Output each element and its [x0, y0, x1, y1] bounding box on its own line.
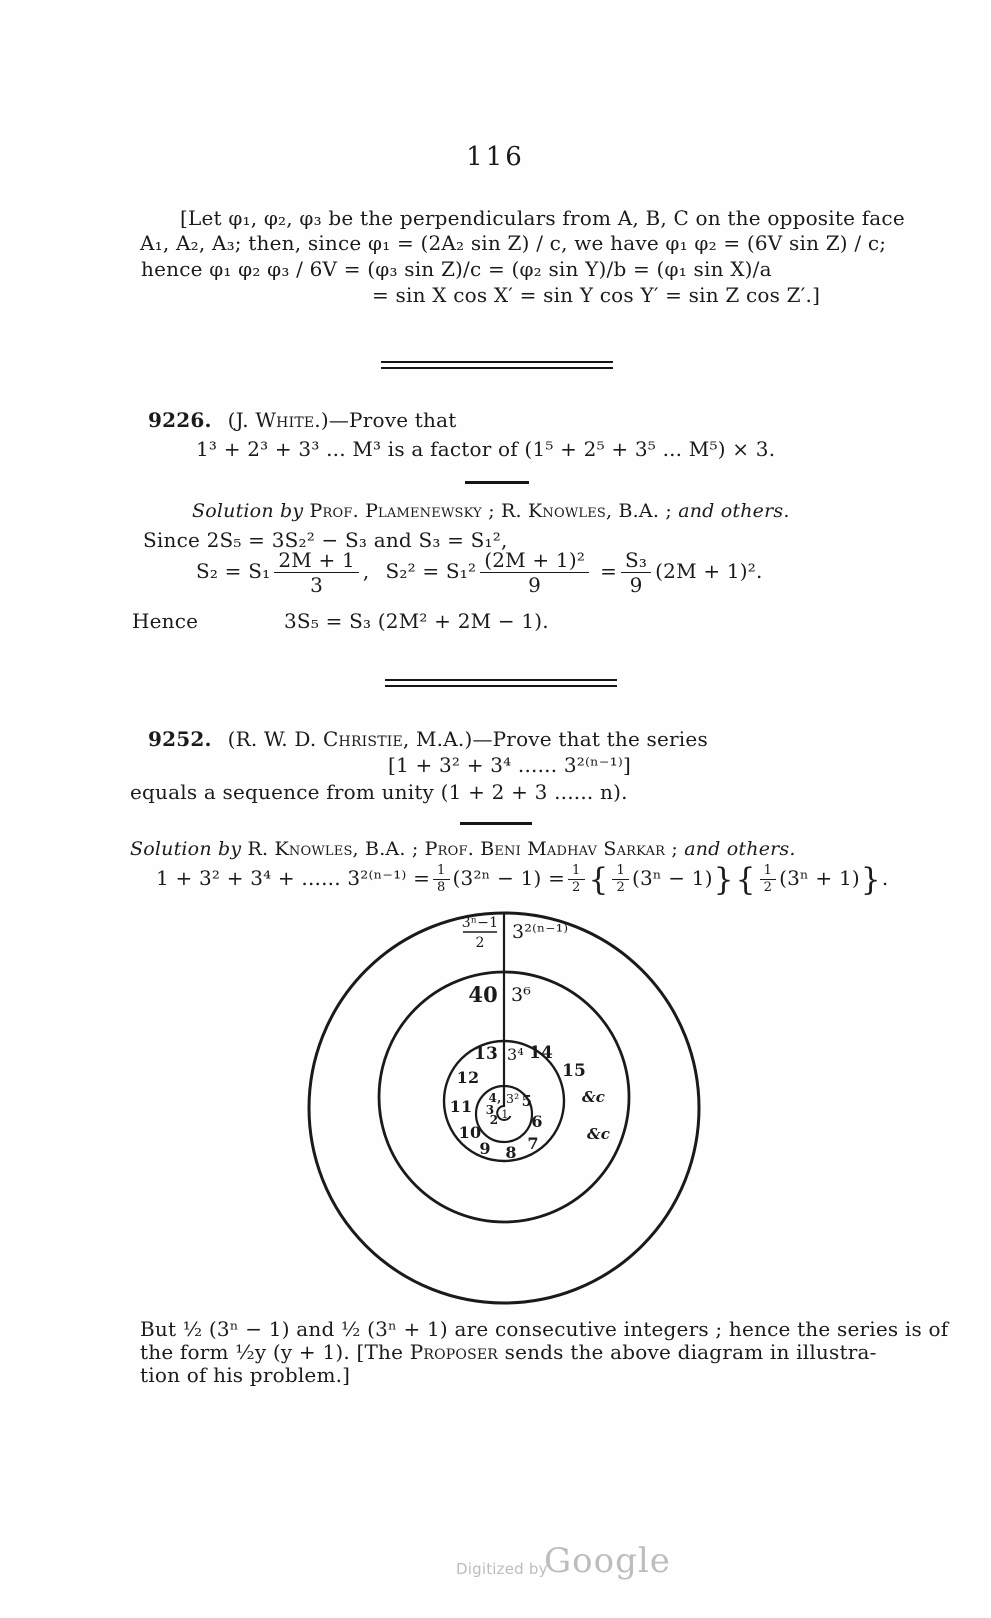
diagram-label-2: 2: [489, 1113, 499, 1127]
diagram-label-etc-1: &c: [582, 1088, 606, 1106]
eq-9252-term3: (3ⁿ − 1): [631, 866, 713, 890]
equation-9226-fractions: [196, 547, 763, 596]
problem-9252-author: (R. W. D. Christie, M.A.): [227, 727, 473, 751]
intro-line-3: hence φ₁ φ₂ φ₃ / 6V = (φ₃ sin Z)/c = (φ₂ sin Y)/b = (φ₁ sin X)/a: [141, 257, 772, 281]
note-line-3: tion of his problem.]: [140, 1363, 351, 1387]
note-line-2-post: sends the above diagram in illustra-: [498, 1340, 877, 1364]
solution-by-label-9252: Solution by: [130, 838, 242, 860]
solution-by-label-9226: Solution by: [192, 500, 304, 522]
statement-rule-9226: [465, 481, 529, 484]
diagram-top-left-denominator: 2: [475, 935, 485, 951]
eq-9226-fraction2: $\frac{\text{(2M + 1)²}}{9}$: [480, 549, 589, 597]
eq-9252-term1: 1 + 3² + 3⁴ + ...... 3²⁽ⁿ⁻¹⁾ =: [156, 866, 431, 890]
solution-line-9226: [192, 500, 790, 523]
note-line-2: [140, 1340, 877, 1364]
diagram-top-left-numerator: 3ⁿ−1: [461, 915, 499, 931]
digitized-by-label: Digitized by: [456, 1560, 548, 1578]
diagram-label-10: 10: [458, 1123, 482, 1142]
eq-9252-left-brace-1: {: [588, 861, 609, 898]
intro-line-4: = sin X cos X′ = sin Y cos Y′ = sin Z cos Z′.]: [372, 283, 821, 307]
problem-9252-series: [1 + 3² + 3⁴ ...... 3²⁽ⁿ⁻¹⁾]: [388, 753, 632, 777]
diagram-label-3-6: 3⁶: [511, 984, 532, 1006]
diagram-label-4: 4,: [488, 1091, 502, 1105]
statement-rule-9252: [460, 822, 532, 825]
section-divider-rule: [381, 361, 613, 369]
page-number: 116: [466, 142, 525, 172]
diagram-label-12: 12: [456, 1068, 480, 1087]
eq-9226-term3: (2M + 1)².: [655, 559, 763, 583]
spiral-diagram: [294, 895, 714, 1315]
diagram-label-3-4: 3⁴: [507, 1045, 524, 1064]
eq-9252-period: .: [881, 866, 889, 890]
eq-9252-right-brace-1: }: [713, 861, 734, 898]
problem-9252-heading: [148, 727, 708, 751]
problem-9226-statement: 1³ + 2³ + 3³ ... M³ is a factor of (1⁵ + 2⁵ + 3⁵ ... M⁵) × 3.: [196, 437, 776, 461]
diagram-label-40: 40: [468, 982, 498, 1007]
diagram-label-8: 8: [505, 1143, 517, 1162]
problem-9252-title: —Prove that the series: [472, 727, 708, 751]
eq-9252-fraction2: $\frac{1}{2}$: [568, 864, 584, 896]
problem-9252-number: 9252.: [148, 727, 212, 751]
eq-9226-equals: =: [600, 559, 618, 583]
eq-9226-term2: S₂² = S₁²: [385, 559, 477, 583]
diagram-label-6: 6: [531, 1112, 543, 1131]
problem-9226-heading: [148, 408, 456, 432]
eq-9252-left-brace-2: {: [735, 861, 756, 898]
note-line-2-proposer: Proposer: [409, 1340, 499, 1364]
diagram-label-15: 15: [562, 1061, 587, 1081]
intro-line-1: [Let φ₁, φ₂, φ₃ be the perpendiculars from A, B, C on the opposite face: [180, 206, 905, 230]
intro-line-2: A₁, A₂, A₃; then, since φ₁ = (2A₂ sin Z) / c, we have φ₁ φ₂ = (6V sin Z) / c;: [140, 231, 887, 255]
eq-9252-fraction4: $\frac{1}{2}$: [760, 864, 776, 896]
note-line-1: But ½ (3ⁿ − 1) and ½ (3ⁿ + 1) are consecutive integers ; hence the series is of: [140, 1317, 949, 1341]
eq-9226-comma: ,: [362, 559, 370, 583]
note-line-2-pre: the form ½y (y + 1). [The: [140, 1340, 410, 1364]
equation-9252: [156, 857, 888, 901]
eq-9252-right-brace-2: }: [860, 861, 881, 898]
diagram-label-3-2: 3²: [506, 1091, 520, 1106]
solvers-9226: Prof. Plamenewsky ; R. Knowles, B.A. ;: [309, 500, 672, 522]
eq-9226-fraction1: $\frac{2M + 1}{3}$: [274, 549, 359, 597]
diagram-label-9: 9: [479, 1139, 491, 1158]
problem-9226-number: 9226.: [148, 408, 212, 432]
eq-9252-fraction3: $\frac{1}{2}$: [612, 864, 628, 896]
diagram-label-7: 7: [527, 1134, 539, 1153]
diagram-label-11: 11: [449, 1097, 473, 1116]
eq-9252-term4: (3ⁿ + 1): [779, 866, 860, 890]
eq-9226-term1: S₂ = S₁: [196, 559, 271, 583]
hence-label: Hence: [132, 609, 199, 633]
diagram-label-3: 3: [485, 1103, 495, 1117]
google-logo: Google: [544, 1541, 671, 1581]
eq-9252-term2: (3²ⁿ − 1) =: [452, 866, 566, 890]
problem-9226-title: —Prove that: [328, 408, 457, 432]
diagram-top-right-label: 3²⁽ⁿ⁻¹⁾: [512, 921, 569, 943]
eq-9226-fraction3: $\frac{\text{S₃}}{9}$: [621, 549, 651, 597]
diagram-label-14: 14: [529, 1043, 554, 1063]
diagram-label-13: 13: [473, 1044, 498, 1064]
diagram-label-etc-2: &c: [587, 1125, 611, 1143]
and-others-9226: and others.: [678, 500, 790, 522]
eq-9252-fraction1: $\frac{1}{8}$: [433, 864, 449, 896]
problem-9226-author: (J. White.): [227, 408, 329, 432]
section-divider-rule-2: [385, 679, 617, 687]
solvers-9252: R. Knowles, B.A. ; Prof. Beni Madhav Sarkar ;: [247, 838, 678, 860]
problem-9252-equals-line: equals a sequence from unity (1 + 2 + 3 ...... n).: [130, 780, 628, 804]
diagram-label-5: 5: [521, 1092, 533, 1110]
diagram-label-1: 1: [501, 1108, 509, 1121]
and-others-9252: and others.: [684, 838, 796, 860]
hence-equation: 3S₅ = S₃ (2M² + 2M − 1).: [284, 609, 549, 633]
since-line-9226: Since 2S₅ = 3S₂² − S₃ and S₃ = S₁²,: [143, 528, 508, 552]
